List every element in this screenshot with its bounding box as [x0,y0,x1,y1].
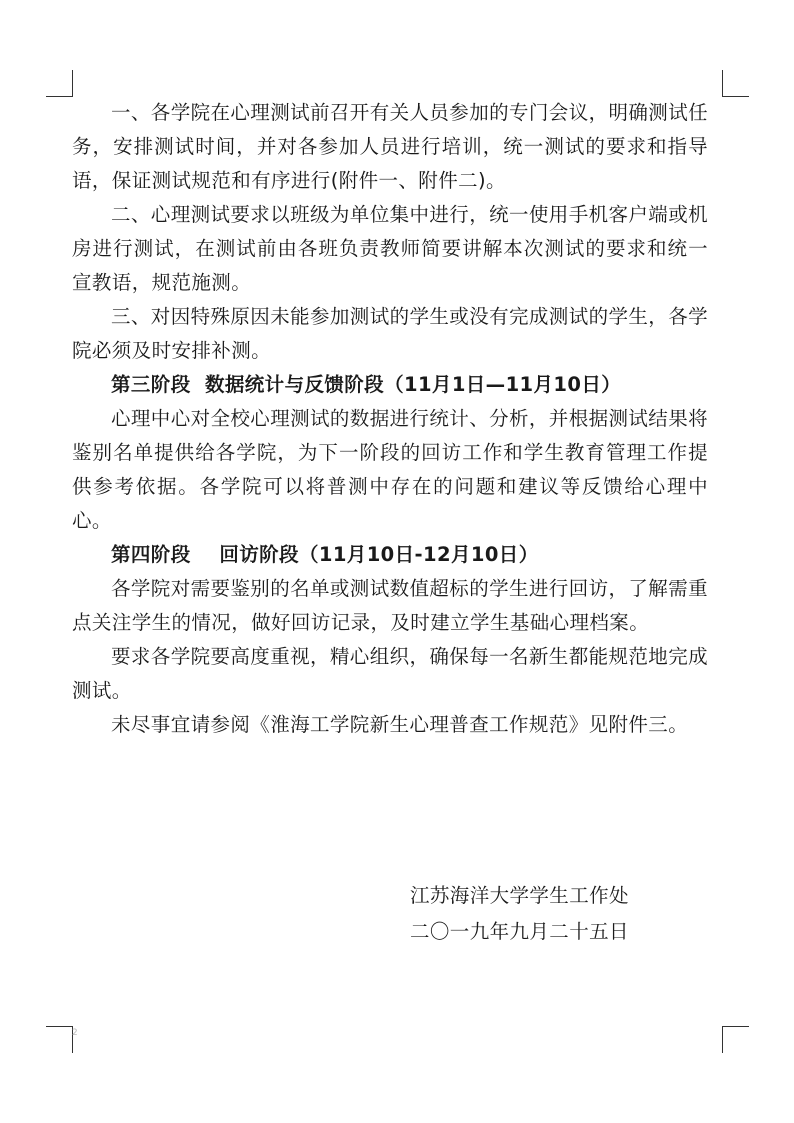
stage-3-heading: 第三阶段 数据统计与反馈阶段（11月1日—11月10日） [111,373,622,396]
paragraph-reference: 未尽事宜请参阅《淮海工学院新生心理普查工作规范》见附件三。 [111,713,689,736]
paragraph-item-3: 三、对因特殊原因未能参加测试的学生或没有完成测试的学生，各学院必须及时安排补测。 [72,305,709,362]
paragraph-stage-4: 各学院对需要鉴别的名单或测试数值超标的学生进行回访，了解需重点关注学生的情况，做好回访记录，及时建立学生基础心理档案。 [72,577,709,634]
paragraph-item-1: 一、各学院在心理测试前召开有关人员参加的专门会议，明确测试任务，安排测试时间，并对各参加人员进行培训，统一测试的要求和指导语，保证测试规范和有序进行(附件一、附件二)。 [72,101,709,192]
crop-mark-bottom-left [46,1026,73,1053]
crop-mark-top-left [46,70,73,97]
paragraph-item-2: 二、心理测试要求以班级为单位集中进行，统一使用手机客户端或机房进行测试，在测试前由各班负责教师简要讲解本次测试的要求和统一宣教语，规范施测。 [72,203,709,294]
signature-date: 二〇一九年九月二十五日 [410,920,629,943]
page-number: 2 [72,1028,78,1038]
paragraph-stage-3: 心理中心对全校心理测试的数据进行统计、分析，并根据测试结果将鉴别名单提供给各学院，为下一阶段的回访工作和学生教育管理工作提供参考依据。各学院可以将普测中存在的问题和建议等反馈给心理中心。 [72,407,709,532]
document-body [72,96,708,742]
signature-block [410,878,629,950]
crop-mark-bottom-right [722,1026,749,1053]
paragraph-requirement: 要求各学院要高度重视，精心组织，确保每一名新生都能规范地完成测试。 [72,645,709,702]
signature-org: 江苏海洋大学学生工作处 [410,884,629,907]
stage-4-heading: 第四阶段 回访阶段（11月10日-12月10日） [111,543,539,566]
crop-mark-top-right [722,70,749,97]
